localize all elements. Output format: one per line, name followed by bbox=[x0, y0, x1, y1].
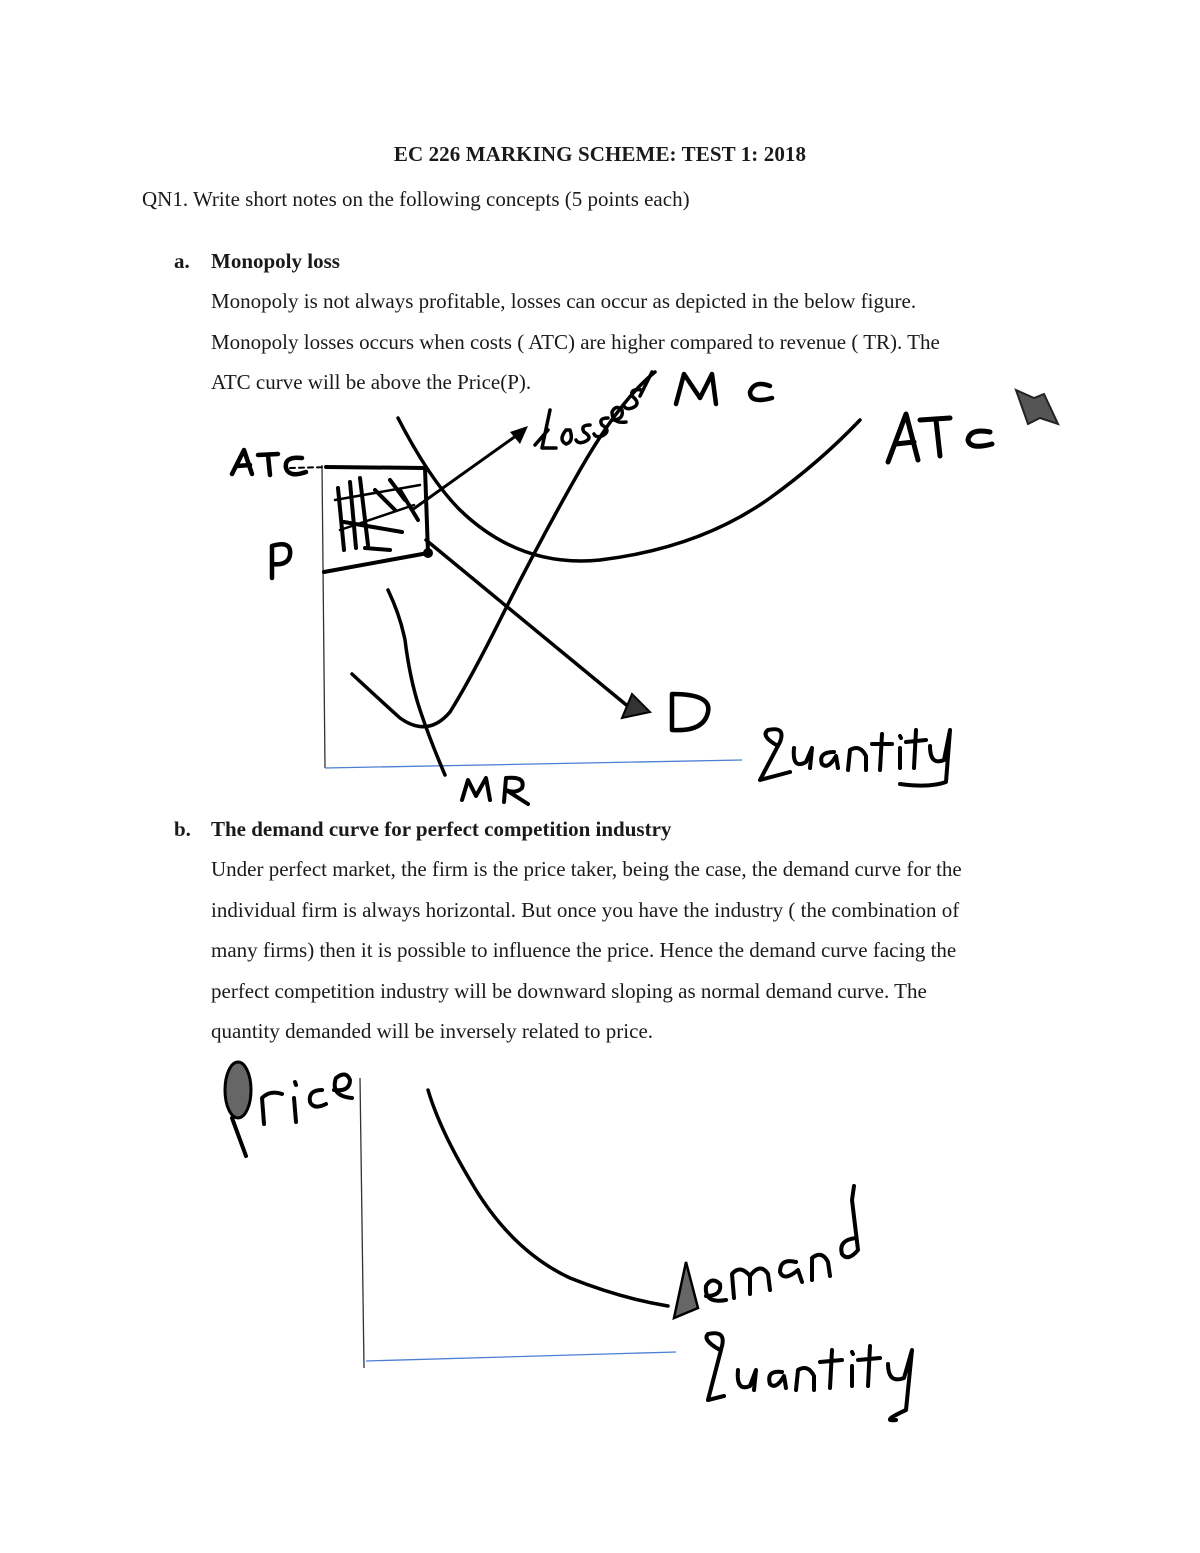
section-b-marker: b. bbox=[174, 817, 191, 841]
section-a-line-1: Monopoly is not always profitable, losses can occur as depicted in the below figure. bbox=[211, 289, 917, 313]
atc-curve bbox=[398, 418, 860, 561]
section-b-line-1: Under perfect market, the firm is the price taker, being the case, the demand curve for the bbox=[211, 857, 962, 881]
label-losses bbox=[535, 372, 652, 448]
y-axis-b bbox=[360, 1078, 364, 1368]
label-mr bbox=[462, 778, 528, 804]
label-quantity-b bbox=[707, 1333, 913, 1420]
section-b-line-4: perfect competition industry will be downward sloping as normal demand curve. The bbox=[211, 979, 927, 1003]
atc-arrow-marker bbox=[1016, 390, 1058, 424]
section-a-line-3: ATC curve will be above the Price(P). bbox=[211, 370, 532, 394]
demand-curve-figure bbox=[0, 1050, 1200, 1450]
label-demand bbox=[706, 1186, 858, 1301]
page-title: EC 226 MARKING SCHEME: TEST 1: 2018 bbox=[393, 142, 807, 166]
mr-curve bbox=[388, 590, 445, 775]
x-axis-b bbox=[366, 1352, 676, 1361]
x-axis bbox=[325, 760, 742, 768]
section-b-line-5: quantity demanded will be inversely related to price. bbox=[211, 1019, 654, 1043]
label-mc bbox=[676, 374, 772, 404]
section-a-line-2: Monopoly losses occurs when costs ( ATC) are higher compared to revenue ( TR). The bbox=[211, 330, 940, 354]
label-p bbox=[272, 544, 290, 578]
equilibrium-dot bbox=[423, 548, 433, 558]
section-a-marker: a. bbox=[174, 249, 190, 273]
label-price bbox=[225, 1062, 352, 1156]
label-demand-marker bbox=[674, 1262, 698, 1318]
section-a-heading: Monopoly loss bbox=[211, 249, 340, 273]
mc-curve bbox=[352, 372, 655, 727]
question-text: QN1. Write short notes on the following concepts (5 points each) bbox=[142, 187, 690, 211]
section-b-line-2: individual firm is always horizontal. But once you have the industry ( the combination of bbox=[211, 898, 960, 922]
label-d bbox=[672, 694, 708, 730]
label-quantity-a bbox=[760, 729, 950, 785]
label-atc-left bbox=[232, 450, 306, 475]
section-b-line-3: many firms) then it is possible to influence the price. Hence the demand curve facing the bbox=[211, 938, 957, 962]
monopoly-loss-figure bbox=[0, 370, 1200, 810]
loss-rectangle bbox=[324, 467, 428, 572]
label-atc-right bbox=[888, 414, 992, 462]
industry-demand-curve bbox=[428, 1090, 668, 1306]
y-axis bbox=[322, 465, 325, 768]
section-b-heading: The demand curve for perfect competition industry bbox=[211, 817, 672, 841]
